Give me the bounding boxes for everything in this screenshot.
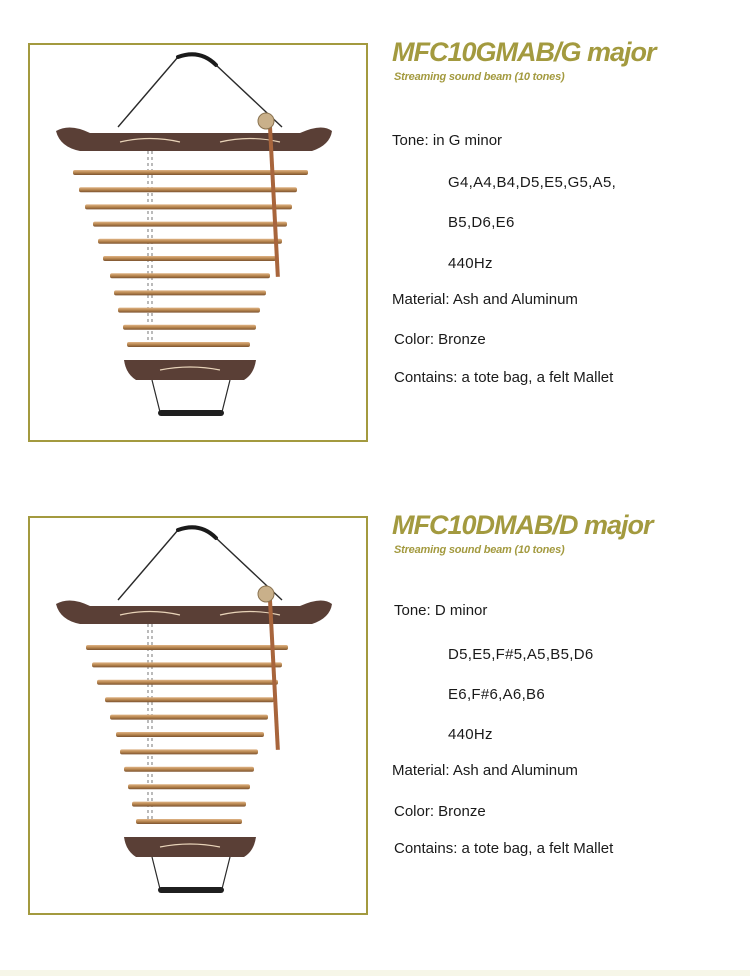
chime-bar xyxy=(124,767,254,772)
tone-text: Tone: in G minor xyxy=(392,132,503,149)
notes-line-1: G4,A4,B4,D5,E5,G5,A5, xyxy=(448,174,617,191)
material-text: Material: Ash and Aluminum xyxy=(392,762,578,779)
chime-bar xyxy=(92,662,282,667)
color-text: Color: Bronze xyxy=(394,331,486,348)
top-beam xyxy=(56,127,332,151)
chime-bar xyxy=(116,732,264,737)
product-subtitle: Streaming sound beam (10 tones) xyxy=(394,71,565,83)
tone-text: Tone: D minor xyxy=(394,602,488,619)
bottom-beam xyxy=(124,360,256,380)
frequency-text: 440Hz xyxy=(448,255,493,272)
handle-cord xyxy=(152,857,230,889)
notes-line-2: E6,F#6,A6,B6 xyxy=(448,686,545,703)
lacing-cord xyxy=(148,624,152,819)
chime-bar xyxy=(118,308,260,313)
hanging-cord xyxy=(118,530,178,600)
notes-line-2: B5,D6,E6 xyxy=(448,214,515,231)
hanging-cord xyxy=(118,57,178,127)
color-text: Color: Bronze xyxy=(394,803,486,820)
product-card-d-major xyxy=(0,510,750,946)
chime-bars-image xyxy=(30,45,368,442)
top-beam xyxy=(56,600,332,624)
chime-bar xyxy=(110,273,270,278)
chime-bar xyxy=(105,697,274,702)
chime-bar xyxy=(86,645,288,650)
product-card-g-major xyxy=(0,37,750,473)
mallet-head xyxy=(258,586,274,602)
lacing-cord xyxy=(148,151,152,342)
handle-grip xyxy=(158,410,224,416)
product-title: MFC10DMAB/D major xyxy=(392,510,653,540)
product-image-frame xyxy=(28,516,368,915)
hanging-strap xyxy=(178,54,216,65)
page-bottom-strip xyxy=(0,970,750,976)
frequency-text: 440Hz xyxy=(448,726,493,743)
bottom-beam xyxy=(124,837,256,857)
product-image-frame xyxy=(28,43,368,442)
chime-bar xyxy=(127,342,250,347)
mallet-head xyxy=(258,113,274,129)
contains-text: Contains: a tote bag, a felt Mallet xyxy=(394,840,614,857)
chime-bar xyxy=(93,222,287,227)
hanging-strap xyxy=(178,527,216,538)
chime-bar xyxy=(120,749,258,754)
chime-bar xyxy=(123,325,256,330)
chime-bar xyxy=(136,819,242,824)
product-subtitle: Streaming sound beam (10 tones) xyxy=(394,544,565,556)
chime-bar xyxy=(98,239,282,244)
handle-grip xyxy=(158,887,224,893)
chime-bar xyxy=(103,256,276,261)
chime-bar xyxy=(114,290,266,295)
chime-bar xyxy=(128,784,250,789)
chime-bar xyxy=(110,715,268,720)
chime-bars-image xyxy=(30,518,368,915)
product-title: MFC10GMAB/G major xyxy=(392,37,656,67)
material-text: Material: Ash and Aluminum xyxy=(392,291,578,308)
chime-bar xyxy=(132,802,246,807)
handle-cord xyxy=(152,380,230,412)
notes-line-1: D5,E5,F#5,A5,B5,D6 xyxy=(448,646,594,663)
chime-bar xyxy=(79,187,297,192)
chime-bar xyxy=(85,204,292,209)
chime-bar xyxy=(97,680,278,685)
contains-text: Contains: a tote bag, a felt Mallet xyxy=(394,369,614,386)
